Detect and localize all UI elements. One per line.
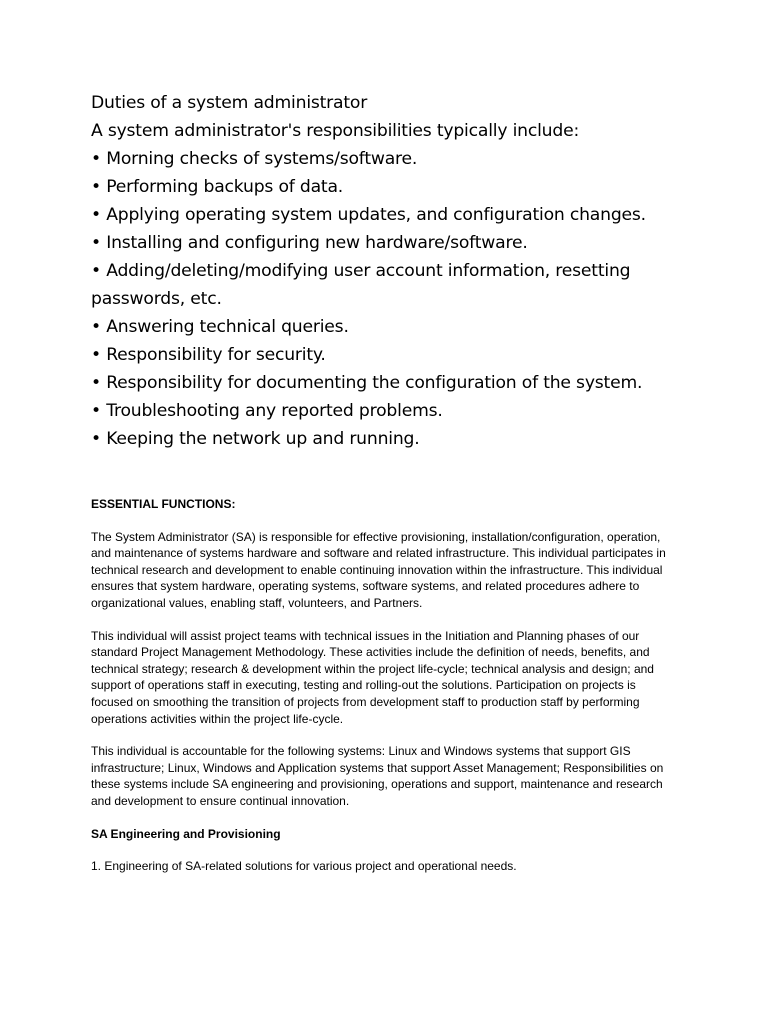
duties-title: Duties of a system administrator: [91, 93, 368, 113]
essential-functions-heading: ESSENTIAL FUNCTIONS:: [91, 497, 236, 511]
duty-item: • Adding/deleting/modifying user account information, resetting passwords, etc.: [91, 261, 631, 309]
duty-item: • Troubleshooting any reported problems.: [91, 401, 443, 421]
essential-functions-section: [91, 496, 666, 891]
essential-paragraph: This individual is accountable for the following systems: Linux and Windows systems that support GIS infrastructure; Linux, Windows and Application systems that support Asset Management; Responsibilities on these systems include SA engineering and provisioning, operations and support, maintenance and research and development to ensure continual innovation.: [91, 744, 664, 808]
sa-engineering-item: 1. Engineering of SA-related solutions for various project and operational needs.: [91, 859, 517, 874]
sa-engineering-heading: SA Engineering and Provisioning: [91, 826, 281, 841]
duty-item: • Applying operating system updates, and configuration changes.: [91, 205, 646, 225]
duty-item: • Responsibility for security.: [91, 345, 326, 365]
duty-item: • Keeping the network up and running.: [91, 429, 420, 449]
duty-item: • Installing and configuring new hardware/software.: [91, 233, 528, 253]
duty-item: • Morning checks of systems/software.: [91, 149, 418, 169]
essential-paragraph: The System Administrator (SA) is responsible for effective provisioning, installation/configuration, operation, and maintenance of systems hardware and software and related infrastructure. This individual participates in technical research and development to enable continuing innovation within the infrastructure. This individual ensures that system hardware, operating systems, software systems, and related procedures adhere to organizational values, enabling staff, volunteers, and Partners.: [91, 529, 666, 610]
essential-paragraph: This individual will assist project teams with technical issues in the Initiation and Planning phases of our standard Project Management Methodology. These activities include the definition of needs, benefits, and technical strategy; research & development within the project life-cycle; technical analysis and design; and support of operations staff in executing, testing and rolling-out the solutions. Participation on projects is focused on smoothing the transition of projects from development staff to production staff by performing operations activities within the project life-cycle.: [91, 628, 654, 726]
duty-item: • Performing backups of data.: [91, 177, 344, 197]
duty-item: • Answering technical queries.: [91, 317, 349, 337]
duty-item: • Responsibility for documenting the configuration of the system.: [91, 373, 643, 393]
duties-section: [91, 89, 691, 453]
duties-lead: A system administrator's responsibilities typically include:: [91, 121, 580, 141]
